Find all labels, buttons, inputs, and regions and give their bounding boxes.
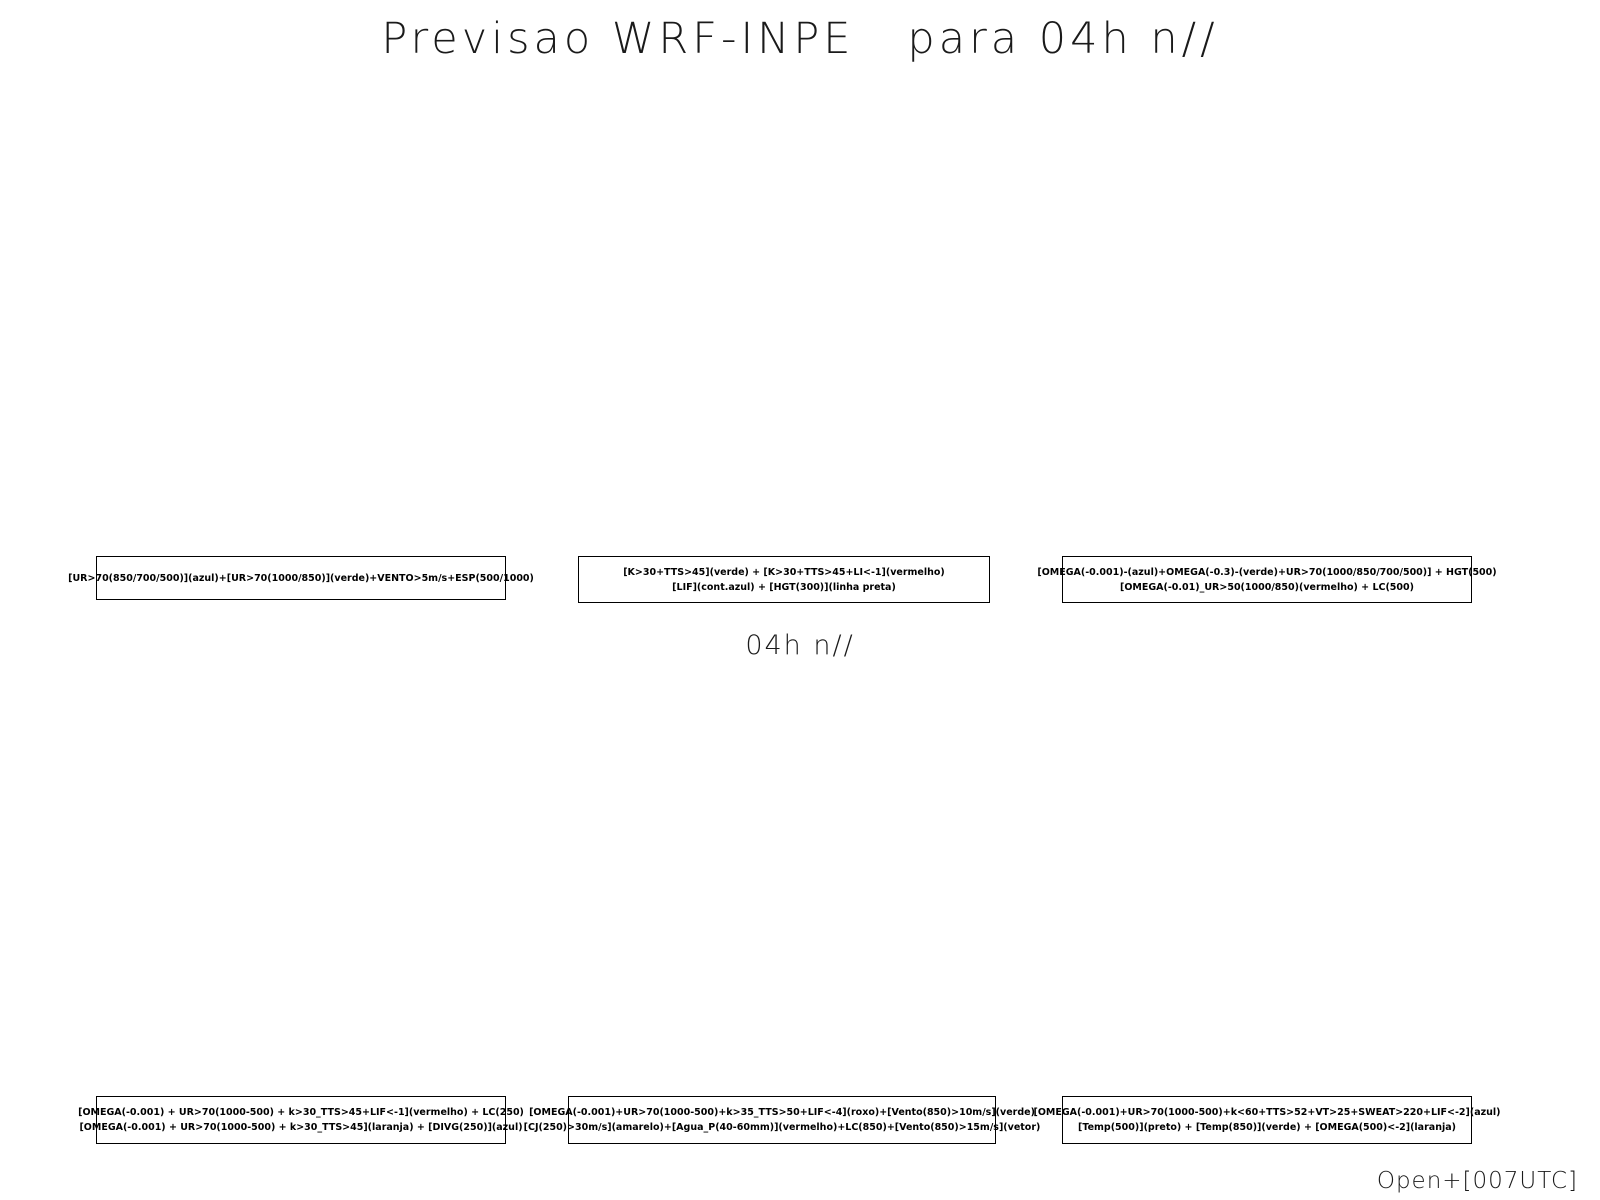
legend-box-top-right <box>1037 556 1497 603</box>
legend-line: [OMEGA(-0.001)-(azul)+OMEGA(-0.3)-(verde)+UR>70(1000/850/700/500)] + HGT(500) <box>1037 566 1497 578</box>
legend-box-top-left <box>68 556 534 600</box>
legend-line: [OMEGA(-0.001) + UR>70(1000-500) + k>30_TTS>45](laranja) + [DIVG(250)](azul) <box>79 1122 523 1133</box>
legend-line: [LIF](cont.azul) + [HGT(300)](linha preta) <box>672 581 896 593</box>
legend-line: [UR>70(850/700/500)](azul)+[UR>70(1000/850)](verde)+VENTO>5m/s+ESP(500/1000) <box>68 572 534 584</box>
mid-forecast-label: 04h n// <box>745 630 855 661</box>
legend-line: [OMEGA(-0.001) + UR>70(1000-500) + k>30_TTS>45+LIF<-1](vermelho) + LC(250) <box>78 1107 524 1118</box>
legend-line: [OMEGA(-0.01)_UR>50(1000/850)(vermelho) + LC(500) <box>1120 581 1414 593</box>
legend-line: [CJ(250)>30m/s](amarelo)+[Agua_P(40-60mm)](vermelho)+LC(850)+[Vento(850)>15m/s](vetor) <box>523 1122 1041 1133</box>
legend-box-bottom-center <box>523 1096 1041 1144</box>
legend-line: [OMEGA(-0.001)+UR>70(1000-500)+k>35_TTS>50+LIF<-4](roxo)+[Vento(850)>10m/s](verde) <box>529 1107 1035 1118</box>
open-timestamp-label: Open+[007UTC] <box>1376 1168 1578 1194</box>
legend-line: [K>30+TTS>45](verde) + [K>30+TTS>45+LI<-1](vermelho) <box>623 566 945 578</box>
legend-box-bottom-right <box>1033 1096 1501 1144</box>
legend-box-bottom-left <box>78 1096 524 1144</box>
legend-box-top-center <box>578 556 990 603</box>
legend-line: [Temp(500)](preto) + [Temp(850)](verde) + [OMEGA(500)<-2](laranja) <box>1078 1122 1456 1133</box>
legend-line: [OMEGA(-0.001)+UR>70(1000-500)+k<60+TTS>52+VT>25+SWEAT>220+LIF<-2](azul) <box>1033 1107 1501 1118</box>
page-title: Previsao WRF-INPE para 04h n// <box>381 14 1219 64</box>
